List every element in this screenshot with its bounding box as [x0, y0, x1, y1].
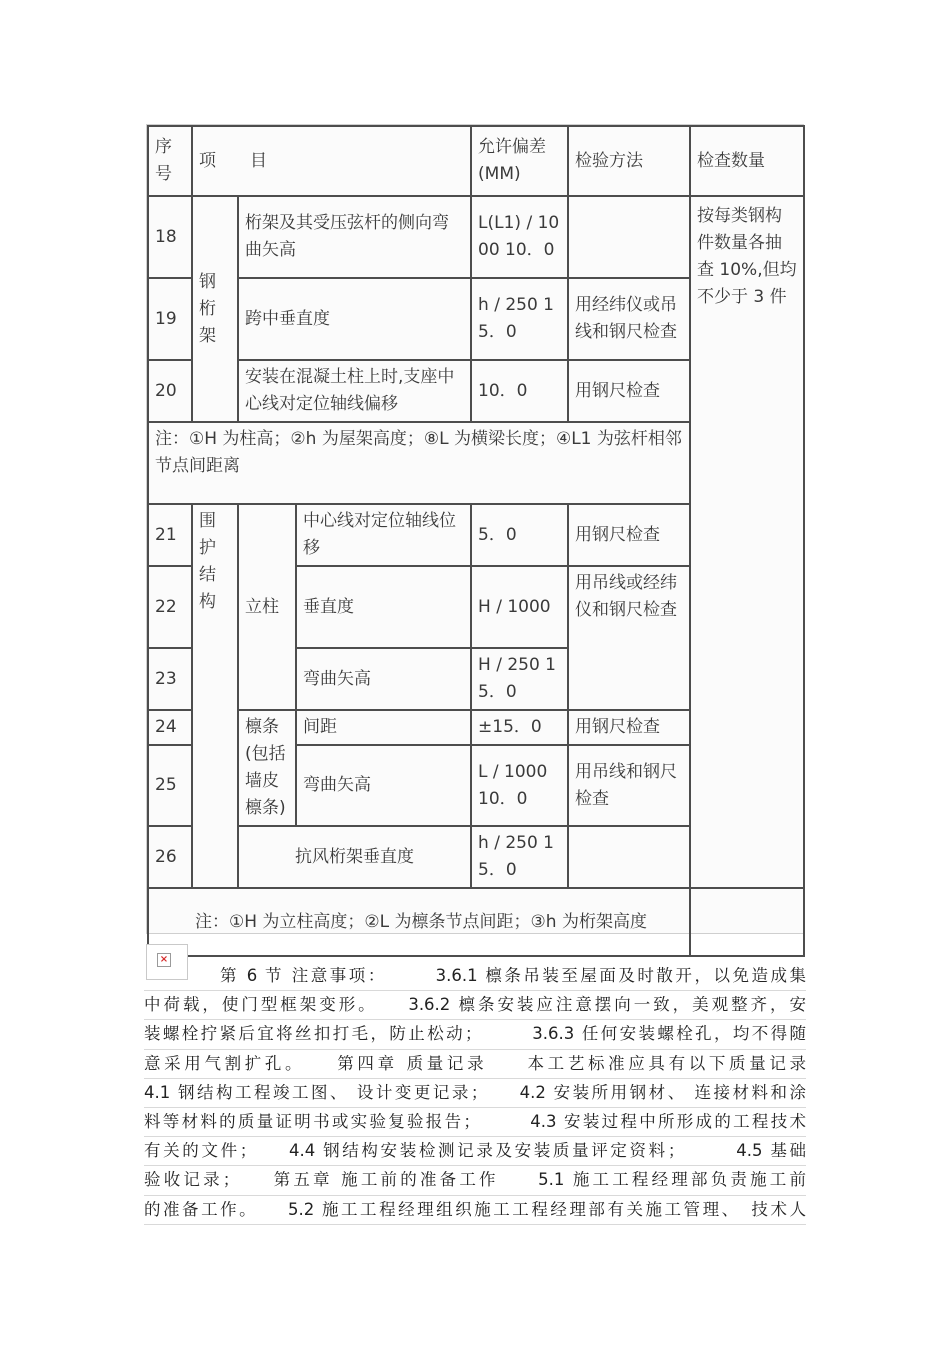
- row-tolerance: L / 1000 10．0: [471, 745, 568, 826]
- row-item: 间距: [296, 710, 471, 745]
- row-method: 用经纬仪或吊线和钢尺检查: [568, 278, 690, 360]
- group-steel-truss: 钢桁架: [192, 196, 238, 422]
- row-no: 19: [148, 278, 192, 360]
- row-method: 用钢尺检查: [568, 504, 690, 566]
- row-method: 用吊线或经纬仪和钢尺检查: [568, 566, 690, 710]
- row-method: 用钢尺检查: [568, 360, 690, 422]
- row-no: 20: [148, 360, 192, 422]
- row-item: 安装在混凝土柱上时,支座中心线对定位轴线偏移: [238, 360, 471, 422]
- row-tolerance: ±15．0: [471, 710, 568, 745]
- row-no: 21: [148, 504, 192, 566]
- inspection-quantity: 按每类钢构件数量各抽查 10%,但均不少于 3 件: [690, 196, 804, 888]
- text-line: 4.1 钢结构工程竣工图、 设计变更记录； 4.2 安装所用钢材、 连接材料和涂: [144, 1079, 806, 1108]
- enclosure-note: 注：①H 为立柱高度；②L 为檩条节点间距；③h 为桁架高度: [148, 888, 690, 956]
- inspection-table: [147, 125, 805, 957]
- row-item: 中心线对定位轴线位移: [296, 504, 471, 566]
- row-tolerance: 5．0: [471, 504, 568, 566]
- row-no: 18: [148, 196, 192, 278]
- quantity-tail: [690, 888, 804, 956]
- broken-image-icon: ×: [157, 953, 171, 967]
- row-no: 26: [148, 826, 192, 888]
- row-tolerance: h / 250 15．0: [471, 278, 568, 360]
- row-item: 抗风桁架垂直度: [238, 826, 471, 888]
- subgroup-purlin: 檩条(包括墙皮檩条): [238, 710, 296, 826]
- text-line: 装螺栓拧紧后宜将丝扣打毛，防止松动； 3.6.3 任何安装螺栓孔，均不得随: [144, 1020, 806, 1049]
- row-tolerance: H / 1000: [471, 566, 568, 648]
- group-enclosure: 围护结构: [192, 504, 238, 888]
- text-line: 有关的文件； 4.4 钢结构安装检测记录及安装质量评定资料； 4.5 基础: [144, 1137, 806, 1166]
- text-line: 的准备工作。 5.2 施工工程经理组织施工工程经理部有关施工管理、 技术人: [144, 1196, 806, 1225]
- text-line: 意采用气割扩孔。 第四章 质量记录 本工艺标准应具有以下质量记录: [144, 1050, 806, 1079]
- row-method: 用吊线和钢尺检查: [568, 745, 690, 826]
- row-no: 25: [148, 745, 192, 826]
- header-quantity: 检查数量: [690, 126, 804, 196]
- row-tolerance: H / 250 15．0: [471, 648, 568, 710]
- header-method: 检验方法: [568, 126, 690, 196]
- row-tolerance: 10．0: [471, 360, 568, 422]
- row-method: 用钢尺检查: [568, 710, 690, 745]
- header-tolerance: 允许偏差(MM): [471, 126, 568, 196]
- row-item: 弯曲矢高: [296, 745, 471, 826]
- row-tolerance: L(L1) / 1000 10．0: [471, 196, 568, 278]
- truss-note: 注：①H 为柱高；②h 为屋架高度；⑧L 为横梁长度；④L1 为弦杆相邻节点间距离: [148, 422, 690, 504]
- row-no: 22: [148, 566, 192, 648]
- row-method: [568, 826, 690, 888]
- row-method: [568, 196, 690, 278]
- row-item: 弯曲矢高: [296, 648, 471, 710]
- text-line: 料等材料的质量证明书或实验复验报告； 4.3 安装过程中所形成的工程技术: [144, 1108, 806, 1137]
- text-line: 中荷载，使门型框架变形。 3.6.2 檩条安装应注意摆向一致，美观整齐，安: [144, 991, 806, 1020]
- header-no: 序号: [148, 126, 192, 196]
- row-item: 跨中垂直度: [238, 278, 471, 360]
- row-no: 24: [148, 710, 192, 745]
- row-tolerance: h / 250 15．0: [471, 826, 568, 888]
- inspection-table-image: [146, 124, 804, 934]
- body-paragraph: [144, 962, 806, 1225]
- subgroup-column: 立柱: [238, 504, 296, 710]
- row-item: 垂直度: [296, 566, 471, 648]
- header-item: 项 目: [192, 126, 471, 196]
- row-item: 桁架及其受压弦杆的侧向弯曲矢高: [238, 196, 471, 278]
- row-no: 23: [148, 648, 192, 710]
- text-line: 第 6 节 注意事项： 3.6.1 檩条吊装至屋面及时散开，以免造成集: [144, 962, 806, 991]
- text-line: 验收记录； 第五章 施工前的准备工作 5.1 施工工程经理部负责施工前: [144, 1166, 806, 1195]
